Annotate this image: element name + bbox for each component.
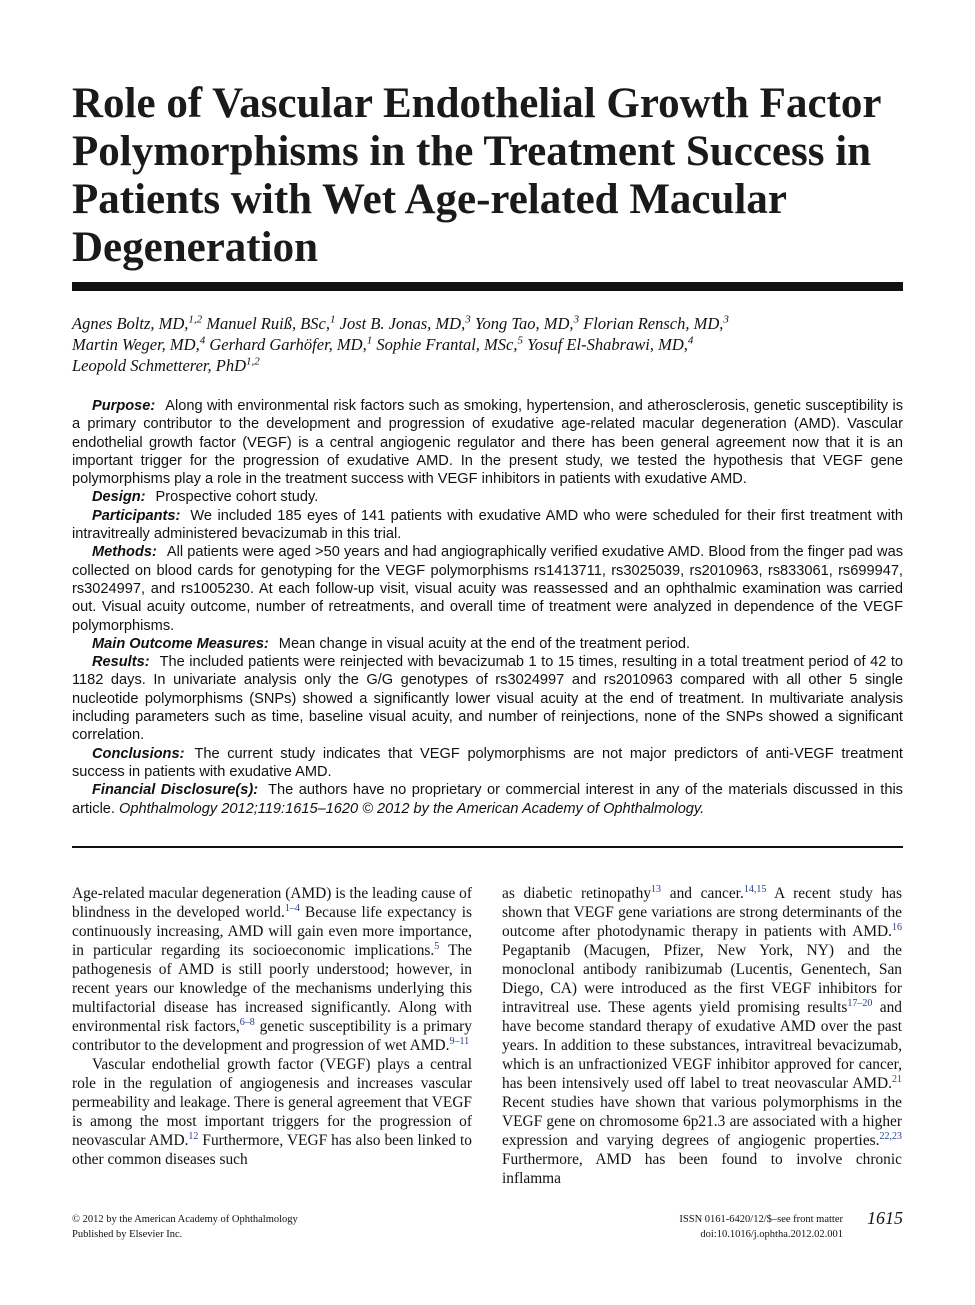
body-text: and have become standard therapy of exudative AMD over the past years. In addition to these substances, intravitreal bevacizumab, which is an unfractionized VEGF inhibitor approved for cancer, has been intensively used off label to treat neovascular AMD. [502,999,902,1092]
author: Agnes Boltz, MD,$^{1,2}$ [72,313,203,333]
author: Gerhard Garhöfer, MD,$^1$ [209,334,373,354]
citation-ref[interactable]: 17–20 [847,997,873,1009]
footer-left [72,1212,298,1242]
author: Yong Tao, MD,$^3$ [474,313,580,333]
article-title: Role of Vascular Endothelial Growth Factor Polymorphisms in the Treatment Success in Patients with Wet Age-related Macular Degeneration [72,80,881,271]
abstract [72,397,903,818]
author: Florian Rensch, MD,$^3$ [583,313,729,333]
publisher-line: Published by Elsevier Inc. [72,1229,183,1240]
issn-line: ISSN 0161-6420/12/$–see front matter [679,1214,843,1225]
page-number: 1615 [867,1208,903,1228]
body-column-left [72,884,472,1169]
body-text: Furthermore, VEGF has also been linked to other common diseases such [72,1132,472,1168]
abstract-design: Design: Prospective cohort study. [92,489,319,506]
citation-ref[interactable]: 12 [188,1130,199,1142]
body-paragraph [72,1055,472,1169]
citation-ref[interactable]: 16 [892,921,902,933]
body-paragraph [72,884,472,1055]
abstract-participants: Participants: We included 185 eyes of 141 patients with exudative AMD who were scheduled for their first treatment with intravitreally administered bevacizumab in this trial. [72,507,903,543]
citation-ref[interactable]: 21 [892,1073,902,1085]
citation-ref[interactable]: 13 [651,883,662,895]
abstract-disclosure: Financial Disclosure(s): The authors have no proprietary or commercial interest in any of the materials discussed in this article. Ophthalmology 2012;119:1615–1620 © 2012 by the American Academy of Ophthalmology. [72,782,903,817]
doi-link[interactable]: doi:10.1016/j.ophtha.2012.02.001 [700,1229,843,1240]
body-text: Recent studies have shown that various polymorphisms in the VEGF gene on chromosome 6p21.3 are associated with a higher expression and varying degrees of angiogenic properties. [502,1094,902,1149]
body-text: as diabetic retinopathy [502,885,652,902]
body-paragraph [502,884,902,1188]
body-text: Vascular endothelial growth factor (VEGF) plays a central role in the regulation of angiogenesis and increases vascular permeability and leakage. There is general agreement that VEGF is among the most important triggers for the progression of neovascular AMD. [72,1056,472,1149]
body-text: genetic susceptibility is a primary contributor to the development and progression of wet AMD. [72,1018,472,1054]
body-text: Because life expectancy is continuously increasing, AMD will gain even more importance, in particular regarding its socioeconomic implications. [72,904,472,959]
author: Sophie Frantal, MSc,$^5$ [376,334,523,354]
abstract-conclusions: Conclusions: The current study indicates that VEGF polymorphisms are not major predictors of anti-VEGF treatment success in patients with exudative AMD. [72,745,903,780]
citation-ref[interactable]: 14,15 [743,883,767,895]
journal-citation: Ophthalmology 2012;119:1615–1620 © 2012 by the American Academy of Ophthalmology. [119,800,705,817]
copyright-line: © 2012 by the American Academy of Ophthalmology [72,1214,298,1225]
abstract-rule [72,846,903,848]
author: Jost B. Jonas, MD,$^3$ [339,313,471,333]
body-text: A recent study has shown that VEGF gene variations are strong determinants of the outcome after photodynamic therapy in patients with AMD. [502,885,902,940]
abstract-outcome: Main Outcome Measures: Mean change in visual acuity at the end of the treatment period. [92,635,691,652]
body-text: Age-related macular degeneration (AMD) is the leading cause of blindness in the developed world. [72,885,472,921]
citation-ref[interactable]: 6–8 [239,1016,255,1028]
citation-ref[interactable]: 1–4 [284,902,300,914]
footer-right [600,1212,843,1242]
author: Yosuf El-Shabrawi, MD,$^4$ [527,334,694,354]
citation-ref[interactable]: 5 [434,940,440,952]
body-text: Furthermore, AMD has been found to involve chronic inflamma [502,1151,902,1187]
body-text: Pegaptanib (Macugen, Pfizer, New York, NY) and the monoclonal antibody ranibizumab (Lucentis, Genentech, San Diego, CA) were introduced as the first VEGF inhibitors for intravitreal use. These agents yield promising results [502,942,902,1016]
abstract-methods: Methods: All patients were aged >50 years and had angiographically verified exudative AMD. Blood from the finger pad was collected on blood cards for genotyping for the VEGF polymorphisms rs1413711, rs3025039, rs2010963, rs833061, rs699947, rs3024997, and rs1005230. At each follow-up visit, visual acuity was reassessed and an ophthalmic examination was carried out. Visual acuity outcome, number of retreatments, and overall time of treatment were analyzed in dependence of the VEGF polymorphisms. [72,544,903,634]
body-text: The pathogenesis of AMD is still poorly understood; however, in recent years our knowledge of the mechanisms underlying this multifactorial disease has increased significantly. Along with environmental risk factors, [72,942,473,1035]
abstract-purpose: Purpose: Along with environmental risk factors such as smoking, hypertension, and atherosclerosis, genetic susceptibility is a primary contributor to the development and progression of exudative age-related macular degeneration (AMD). Vascular endothelial growth factor (VEGF) is a central angiogenic regulator and there has been general agreement now that it is an important trigger for the progression of exudative AMD. In the present study, we tested the hypothesis that VEGF gene polymorphisms play a role in the treatment success with VEGF inhibitors in patients with exudative AMD. [72,398,903,488]
author-list [72,313,903,376]
author: Leopold Schmetterer, PhD$^{1,2}$ [72,355,260,375]
title-rule [72,282,903,291]
author: Manuel Ruiß, BSc,$^1$ [206,313,336,333]
body-column-right [502,884,902,1188]
author: Martin Weger, MD,$^4$ [72,334,206,354]
citation-ref[interactable]: 22,23 [879,1130,902,1142]
abstract-results: Results: The included patients were reinjected with bevacizumab 1 to 15 times, resulting in a total treatment period of 42 to 1182 days. In univariate analysis only the G/G genotypes of rs3024997 and rs2010963 compared with all other 5 single nucleotide polymorphisms (SNPs) showed a significantly lower visual acuity at the end of treatment. In multivariate analysis including parameters such as time, baseline visual acuity, and number of reinjections, none of the SNPs showed a significant correlation. [72,654,903,744]
citation-ref[interactable]: 9–11 [449,1035,470,1047]
body-text: and cancer. [661,885,744,902]
